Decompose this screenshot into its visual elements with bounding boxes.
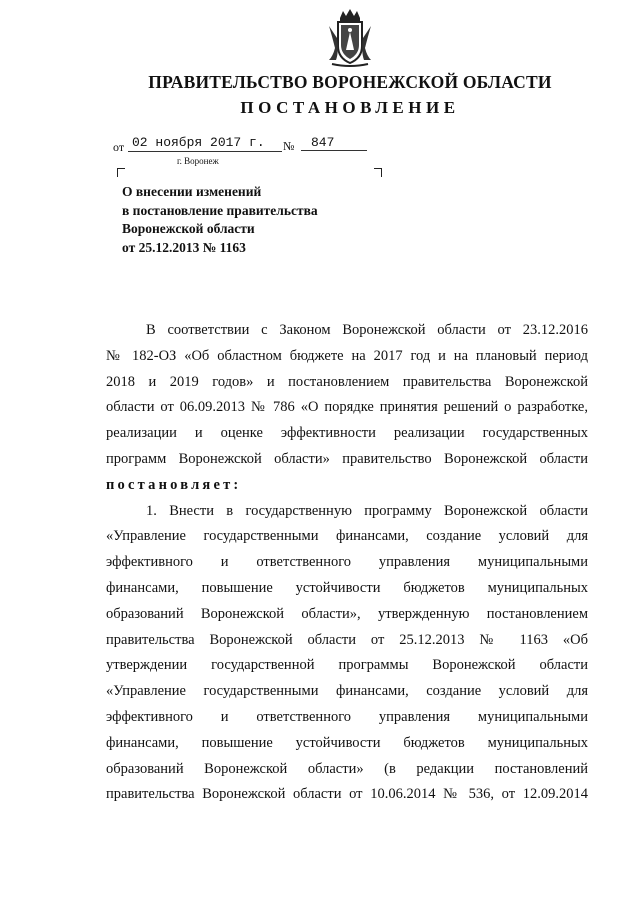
date-number-line xyxy=(113,136,373,156)
subject-line: в постановление правительства xyxy=(122,202,318,218)
body-line: «Управление государственными финансами, создание условий для xyxy=(106,528,588,545)
subject-line: О внесении изменений xyxy=(122,184,262,199)
city-label: г. Воронеж xyxy=(177,156,219,166)
body-line: образований Воронежской области» (в редакции постановлений xyxy=(106,760,588,777)
body-line: области от 06.09.2013 № 786 «О порядке принятия решений о разработке, xyxy=(106,399,588,416)
body-line: финансами, повышение устойчивости бюджетов муниципальных xyxy=(106,579,588,596)
body-line: образований Воронежской области», утвержденную постановлением xyxy=(106,605,588,622)
body-line: № 182-ОЗ «Об областном бюджете на 2017 год и на плановый период xyxy=(106,347,588,364)
subject-bracket-left xyxy=(117,168,125,177)
subject-bracket-right xyxy=(374,168,382,177)
subject-line: Воронежской области xyxy=(122,221,255,236)
coat-of-arms-emblem xyxy=(326,8,374,68)
body-line: 1. Внести в государственную программу Воронежской области xyxy=(146,502,588,519)
document-body xyxy=(106,318,588,808)
number-sign-label: № xyxy=(283,139,295,153)
body-line: реализации и оценке эффективности реализации государственных xyxy=(106,425,588,442)
government-title: ПРАВИТЕЛЬСТВО ВОРОНЕЖСКОЙ ОБЛАСТИ xyxy=(148,72,552,92)
subject-block xyxy=(122,183,422,257)
body-line: «Управление государственными финансами, создание условий для xyxy=(106,683,588,700)
body-line: утверждении государственной программы Воронежской области xyxy=(106,657,588,674)
body-line: программ Воронежской области» правительство Воронежской области xyxy=(106,450,588,467)
document-type-title: ПОСТАНОВЛЕНИЕ xyxy=(240,98,460,117)
body-line: финансами, повышение устойчивости бюджетов муниципальных xyxy=(106,734,588,751)
document-date: 02 ноября 2017 г. xyxy=(128,136,282,152)
body-line: правительства Воронежской области от 25.12.2013 № 1163 «Об xyxy=(106,631,588,648)
subject-line: от 25.12.2013 № 1163 xyxy=(122,239,246,255)
body-line: В соответствии с Законом Воронежской области от 23.12.2016 xyxy=(146,322,588,338)
resolution-word: постановляет: xyxy=(106,476,242,493)
body-line: эффективного и ответственного управления муниципальными xyxy=(106,554,588,571)
date-prefix-label: от xyxy=(113,140,125,154)
body-line: эффективного и ответственного управления муниципальными xyxy=(106,708,588,725)
body-line: правительства Воронежской области от 10.06.2014 № 536, от 12.09.2014 xyxy=(106,786,588,803)
body-line: 2018 и 2019 годов» и постановлением правительства Воронежской xyxy=(106,373,588,390)
document-number: 847 xyxy=(301,136,367,151)
